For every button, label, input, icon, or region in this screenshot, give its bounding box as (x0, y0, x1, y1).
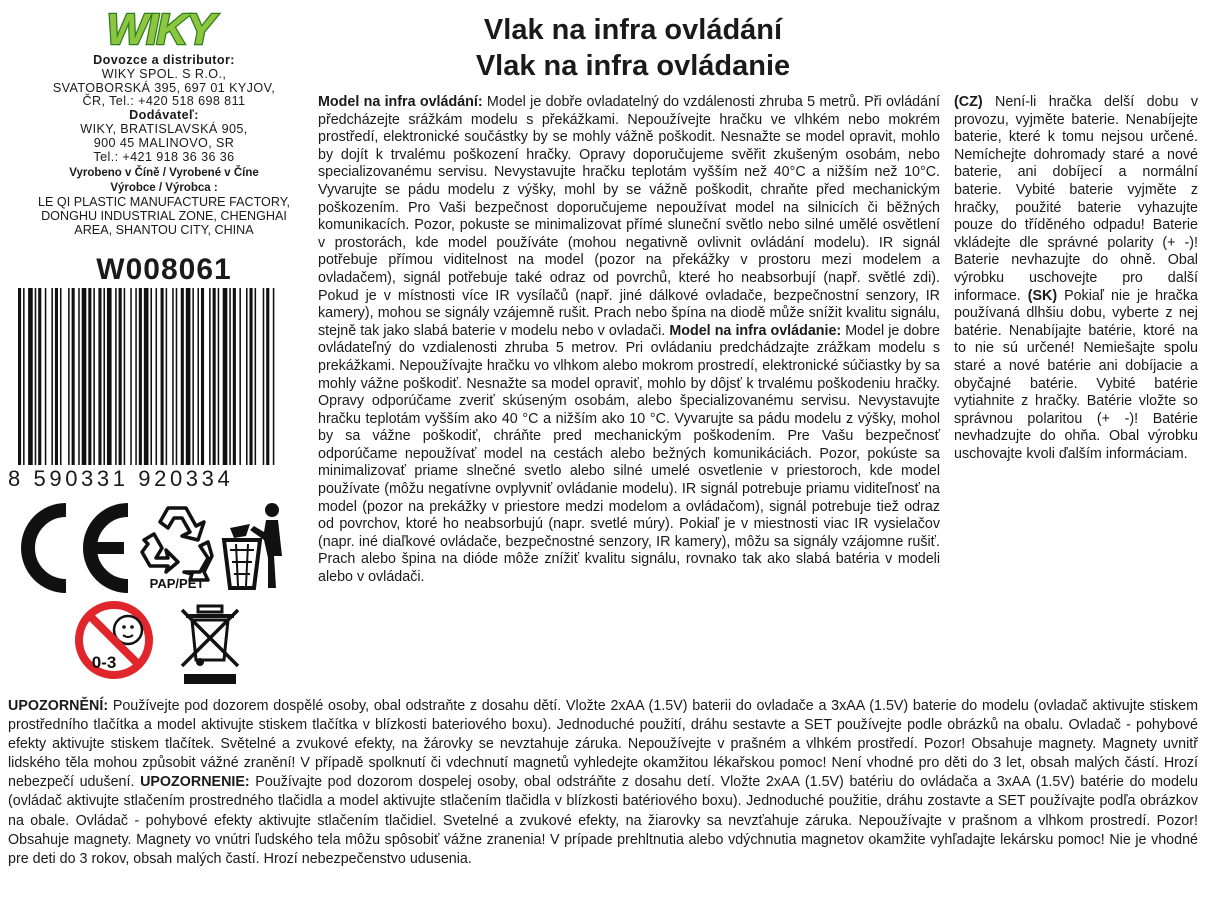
barcode-bar (156, 288, 158, 465)
barcode-bar (18, 288, 21, 465)
barcode-bar (197, 288, 199, 465)
product-description (318, 94, 940, 587)
ce-mark-icon (10, 500, 138, 596)
barcode-bar (35, 288, 37, 465)
sk-battery-lead: (SK) (1027, 287, 1058, 304)
barcode-bar (78, 288, 80, 465)
barcode-bar (139, 288, 142, 465)
barcode-bar (209, 288, 211, 465)
importer-line: ČR, Tel.: +420 518 698 811 (82, 94, 246, 109)
recycle-label: PAP/PET (149, 576, 205, 591)
not-for-under-3-icon (72, 600, 168, 680)
barcode-bar (82, 288, 87, 465)
barcode-bar (233, 288, 236, 465)
barcode-bar (60, 288, 62, 465)
barcode-bar (161, 288, 164, 465)
barcode-bar (255, 288, 257, 465)
barcode-bar (23, 288, 25, 465)
barcode-bar (229, 288, 231, 465)
barcode-bar (88, 288, 91, 465)
supplier-line: WIKY, BRATISLAVSKÁ 905, (80, 121, 248, 136)
barcode-bar (266, 288, 269, 465)
wiky-logo (88, 2, 232, 54)
barcode-bar (176, 288, 178, 465)
barcode-number: 8 590331 920334 (8, 466, 234, 491)
page-title-cz: Vlak na infra ovládání (483, 14, 783, 46)
supplier-line: Tel.: +421 918 36 36 36 (93, 149, 235, 164)
made-in: Vyrobeno v Číně / Vyrobené v Číne (69, 167, 259, 180)
sk-battery-text: Pokiaľ nie je hračka používaná dlhšiu dobu, vyberte z nej batérie. Nenabíjajte batérie, ktoré na to nie sú určené! Nemiešajte spolu staré a nové batérie ani dobíjacie a obyčajné batérie. Vybité batérie vytiahnite z hračky. Batérie vložte so správnou polaritou (+ -)! Batérie nevhadzujte do ohňa. Obal výrobku uschovajte kvoli ďalším informáciam. (954, 287, 1199, 462)
barcode-bar (28, 288, 33, 465)
cz-lead: Model na infra ovládání: (318, 94, 483, 110)
page-title-sk: Vlak na infra ovládanie (475, 50, 791, 82)
maker-line: AREA, SHANTOU CITY, CHINA (74, 222, 254, 237)
barcode-bar (181, 288, 184, 465)
barcode-bar (72, 288, 75, 465)
maker-heading: Výrobce / Výrobca : (110, 182, 218, 195)
barcode-bar (263, 288, 265, 465)
importer-heading: Dovozce a distributor: (93, 53, 235, 67)
barcode-bar (51, 288, 53, 465)
sk-description: Model je dobre ovládateľný do vzdialenosti zhruba 5 metrov. Pri ovládaniu predchádzajte zrážkam modelu s prekážkami. Nepoužívajte hračku vo vlhkom alebo mokrom prostredí, elektronické súčiastky by sa mohly vážne poškodiť. Nesnažte sa model opraviť, mohlo by dôjsť k trvalému poškodeniu hračky. Opravy odporúčame zveriť skúseným osobám, alebo špecializovanému servisu. Nevystavujte hračku teplotám vyšším ako 40 °C a nižším ako 10 °C. Vyvarujte sa pádu modelu z výšky, mohol by sa vážne poškodiť, chráňte pred mechanickým poškodením. Pre Vašu bezpečnosť odporúčame nepoužívať model na cestách alebo bežných komunikáciách. Pozor, pokúste sa minimalizovať priame slnečné svetlo alebo silné umelé osvetlenie v priestoroch, kde model používate (môžu negatívne ovplyvniť ovládanie modelu). IR signál potrebuje priamu viditeľnosť na model (pozor na prekážky v priestore medzi modelom a ovládačom), signál potrebuje tiež odraz od povrchov, ktoré ho neabsorbujú (napr. svetlé múry). Pokiaľ je v miestnosti viac IR vysielačov (napr. iné diaľkové ovládače, bezpečnostné senzory, IR kamery), môžu sa signály vzájomne rušiť. Prach alebo špina na dióde môže znížiť kvalitu signálu, rovnako tak ako slabá batéria v modeli alebo v ovládači. (318, 322, 941, 586)
recycle-icon (138, 500, 216, 592)
barcode-bar (98, 288, 101, 465)
barcode-bar (119, 288, 122, 465)
barcode-bar (223, 288, 228, 465)
cz-warning-lead: UPOZORNĚNÍ: (8, 698, 109, 714)
barcode-bar (38, 288, 41, 465)
tidyman-icon (220, 500, 292, 592)
cz-description: Model je dobře ovladatelný do vzdálenosti zhruba 5 metrů. Při ovládání předcházejte srážkám modelu s překážkami. Nepoužívejte hračku ve vlhkém nebo mokrém prostředí, elektronické součástky by se mohly vážně poškodit. Nesnažte se model opravit, mohlo by dojít k trvalému poškození hračky. Opravy doporučujeme svěřit zkušeným osobám, nebo specializovanému servisu. Nevystavujte hračku teplotám vyšším než 40°C a nižším než 10°C. Vyvarujte se pádu modelu z výšky, mohl by se vážně poškodit, chraňte před mechanickým poškozením. Pro Vaši bezpečnost doporučujeme nepoužívat model na silnicích či běžných komunikacích. Pozor, pokuste se minimalizovat přímé sluneční světlo nebo silné umělé osvětlení v prostorách, kde model používáte (mohou negativně ovlivnit ovládání modelu). IR signál potřebuje přímou viditelnost na model (pozor na překážky v prostoru mezi modelem a ovladačem), signál potřebuje také odraz od povrchů, které ho neabsorbují (např. světlé zdi). Pokud je v místnosti více IR vysílačů (např. jiné dálkové ovladače, bezpečnostní senzory, IR kamery), mohou se signály vzájemně rušit. Prach nebo špína na diodě může snížit kvalitu signálu, stejně tak jako slabá baterie v modelu nebo v ovladači. (318, 94, 941, 339)
barcode-bar (107, 288, 112, 465)
barcode-bar (93, 288, 95, 465)
battery-instructions (954, 94, 1198, 463)
barcode-bar (218, 288, 220, 465)
barcode-bar (273, 288, 275, 465)
maker-line: DONGHU INDUSTRIAL ZONE, CHENGHAI (41, 208, 287, 223)
barcode-bar (150, 288, 152, 465)
barcode (14, 288, 280, 465)
barcode-bar (130, 288, 132, 465)
sk-lead: Model na infra ovládanie: (669, 322, 842, 339)
cz-battery-lead: (CZ) (954, 94, 983, 110)
barcode-bar (45, 288, 47, 465)
barcode-bar (250, 288, 253, 465)
sk-warning-lead: UPOZORNENIE: (140, 774, 250, 791)
barcode-bar (103, 288, 105, 465)
barcode-bar (246, 288, 248, 465)
cz-battery-text: Není-li hračka delší dobu v provozu, vyjměte baterie. Nenabíjejte baterie, které k tomu nejsou určené. Nemíchejte dohromady staré a nové baterie, ani dobíjecí a normální baterie. Vybité baterie vyjměte z hračky, použité baterie vyhazujte pouze do tříděného odpadu! Baterie vkládejte dle správné polarity (+ -)! Baterie nevhazujte do ohně. Obal výrobku uschovejte pro další informace. (954, 94, 1198, 304)
supplier-heading: Dodávateľ: (129, 108, 199, 123)
maker-line: LE QI PLASTIC MANUFACTURE FACTORY, (38, 194, 290, 209)
distributor-block (20, 54, 308, 237)
barcode-bar (124, 288, 126, 465)
barcode-bar (115, 288, 117, 465)
supplier-line: 900 45 MALINOVO, SR (93, 135, 235, 150)
barcode-bar (192, 288, 194, 465)
barcode-bar (55, 288, 58, 465)
barcode-bar (213, 288, 216, 465)
importer-line: SVATOBORSKÁ 395, 697 01 KYJOV, (52, 80, 276, 95)
cz-warning-text: Používejte pod dozorem dospělé osoby, obal odstraňte z dosahu dětí. Vložte 2xAA (1.5V) baterii do ovladače a 3xAA (1.5V) baterie do modelu (ovladač aktivujte stiskem prostředního tlačítka a model aktivujte stiskem tlačítka v blízkosti bateriového boxu). Jednoduché použití, dráhu sestavte a SET používejte podle obrázků na obalu. Ovladač - pohybové efekty aktivujte stiskem tlačítek. Světelné a zvukové efekty, na žárovky se nevztahuje záruka. Nepoužívejte v prašném a vlhkém prostředí. Pozor! Obsahuje magnety. Magnety uvnitř lidského těla mohou způsobit vážné zranění! V případě spolknutí či vdechnutí magnetů vyhledejte okamžitou lékařskou pomoc! Není vhodné pro děti do 3 let, obsah malých částí. Hrozí nebezpečí udušení. (8, 698, 1198, 791)
logo-text: WIKY (106, 5, 214, 54)
weee-crossed-bin-icon (180, 604, 240, 686)
barcode-bar (186, 288, 191, 465)
barcode-bar (166, 288, 168, 465)
barcode-bar (144, 288, 149, 465)
barcode-bar (135, 288, 137, 465)
importer-line: WIKY SPOL. S R.O., (101, 66, 227, 81)
barcode-bar (172, 288, 174, 465)
product-code: W008061 (96, 253, 232, 286)
barcode-bar (201, 288, 204, 465)
age-label: 0-3 (91, 653, 117, 672)
sk-warning-text: Používajte pod dozorom dospelej osoby, obal odstráňte z dosahu detí. Vložte 2xAA (1.5V) batériu do ovládača a 3xAA (1.5V) batérie do modelu (ovládač aktivujte stlačením prostredného tlačidla a model aktivujte stlačením tlačidla v blízkosti batériového boxu). Jednoduché použitie, dráhu zostavte a SET používajte podľa obrázkov na obale. Ovládač - pohybové efekty aktivujte stlačením tlačidiel. Svetelné a zvukové efekty, na žiarovky sa nevzťahuje záruka. Nepoužívajte v prašnom a vlhkom prostredí. Pozor! Obsahuje magnety. Magnety vo vnútri ľudského tela môžu spôsobiť vážne zranenia! V prípade prehltnutia alebo vdýchnutia magnetov okamžite vyhľadajte lekársku pomoc! Nie je vhodné pre deti do 3 rokov, obsah malých častí. Hrozí nebezpečenstvo udusenia. (8, 774, 1198, 867)
barcode-bar (239, 288, 241, 465)
warning-block (8, 697, 1198, 869)
barcode-bar (68, 288, 70, 465)
